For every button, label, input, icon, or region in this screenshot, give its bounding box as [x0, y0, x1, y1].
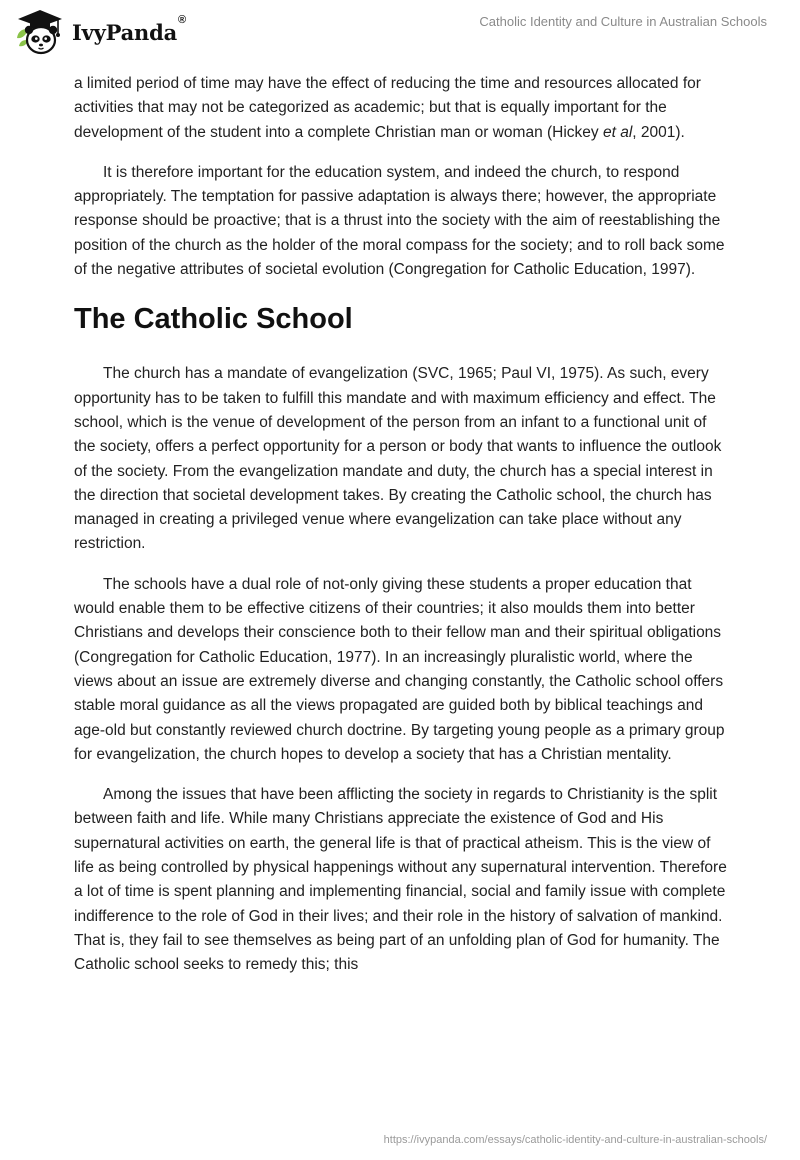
ivypanda-logo[interactable] — [14, 8, 186, 56]
paragraph-5: Among the issues that have been afflicting the society in regards to Christianity is the split between faith and life. While many Christians appreciate the existence of God and His supernatural activities on earth, the general life is that of practical atheism. This is the view of life as being controlled by physical happenings without any supernatural intervention. Therefore a lot of time is spent planning and implementing financial, social and family issue with complete indifference to the role of God in their lives; and their role in the history of salvation of mankind. That is, they fail to see themselves as being part of an unfolding plan of God for humanity. The Catholic school seeks to remedy this; this — [74, 786, 727, 974]
paragraph-1: a limited period of time may have the effect of reducing the time and resources allocated for activities that may not be categorized as academic; but that is equally important for the development of the student into a complete Christian man or woman (Hickey et al, 2001). — [74, 75, 701, 141]
paragraph-3: The church has a mandate of evangelization (SVC, 1965; Paul VI, 1975). As such, every opportunity has to be taken to fulfill this mandate and with maximum efficiency and effect. The school, which is the venue of development of the person from an infant to a functional unit of the society, offers a perfect opportunity for a person or body that wants to influence the outlook of the society. From the evangelization mandate and duty, the church has a special interest in the direction that societal development takes. By creating the Catholic school, the church has managed in creating a privileged venue where evangelization can take place without any restriction. — [74, 365, 722, 553]
page-header — [0, 0, 800, 64]
panda-graduate-icon — [14, 8, 66, 56]
brand-name: IvyPanda® — [72, 13, 186, 45]
source-url[interactable]: https://ivypanda.com/essays/catholic-identity-and-culture-in-australian-schools/ — [383, 1134, 767, 1146]
essay-content — [74, 72, 730, 994]
section-heading: The Catholic School — [74, 303, 353, 336]
paragraph-2: It is therefore important for the education system, and indeed the church, to respond appropriately. The temptation for passive adaptation is always there; however, the appropriate response should be proactive; that is a thrust into the society with the aim of reestablishing the position of the church as the holder of the moral compass for the society; and to roll back some of the negative attributes of societal evolution (Congregation for Catholic Education, 1997). — [74, 163, 725, 279]
paragraph-4: The schools have a dual role of not-only giving these students a proper education that would enable them to be effective citizens of their countries; it also moulds them into better Christians and develops their conscience both to their fellow man and their spiritual obligations (Congregation for Catholic Education, 1977). In an increasingly pluralistic world, where the views about an issue are extremely diverse and changing constantly, the Catholic school offers stable moral guidance as all the views propagated are guided both by biblical teachings and age-old but constantly reviewed church doctrine. By targeting young people as a primary group for evangelization, the church hopes to develop a society that has a Christian mentality. — [74, 575, 725, 763]
document-title: Catholic Identity and Culture in Australian Schools — [479, 14, 767, 29]
